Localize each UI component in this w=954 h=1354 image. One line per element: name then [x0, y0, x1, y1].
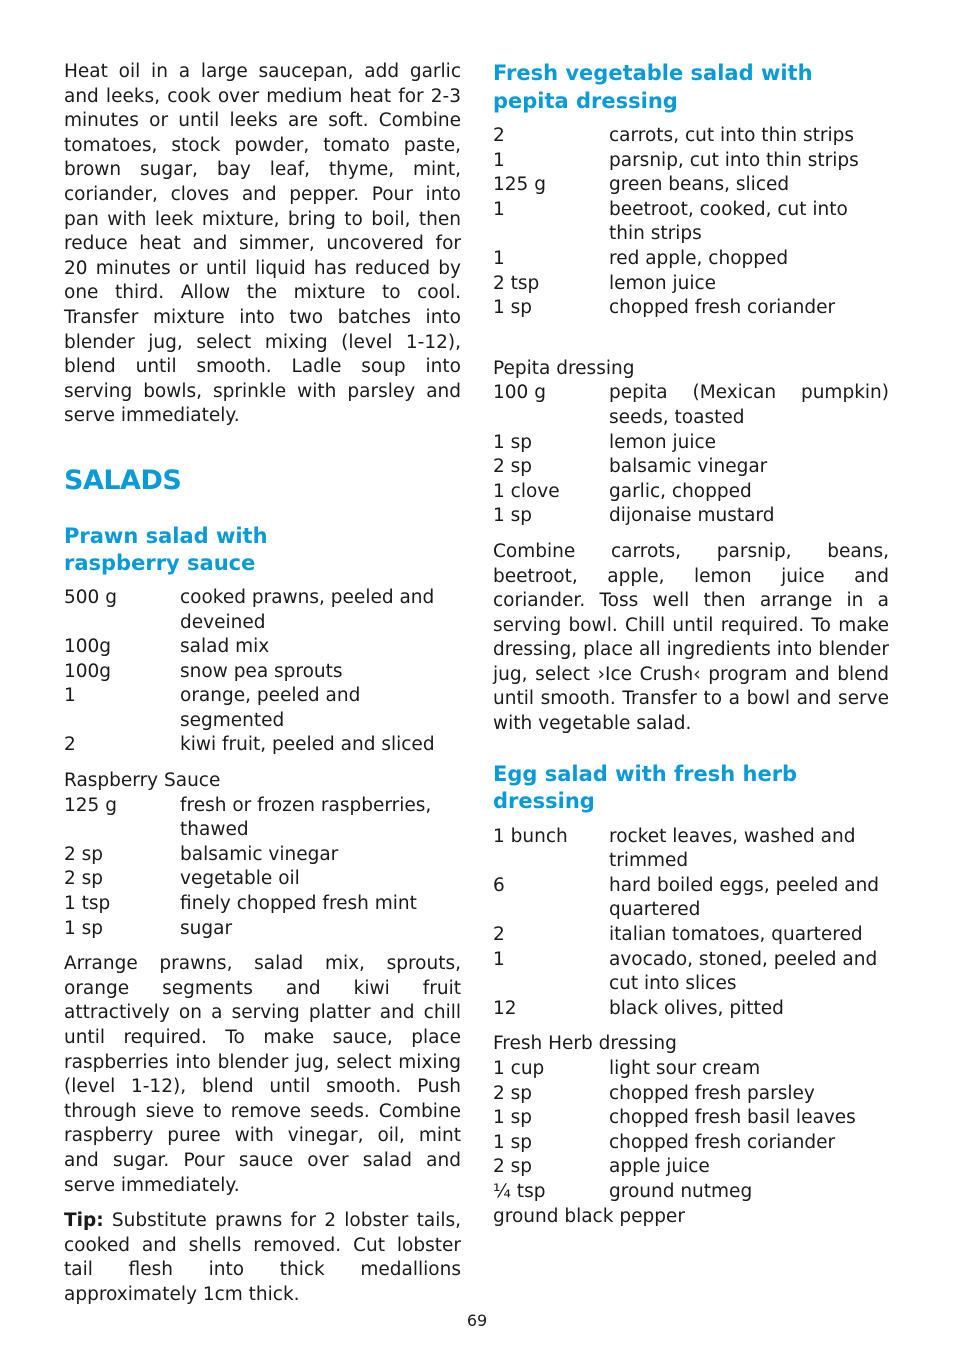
ingredient-quantity: 500 g — [64, 586, 117, 608]
ingredient-quantity: 1 — [493, 149, 505, 171]
ingredient-item: green beans, sliced — [609, 174, 790, 196]
section-title: SALADS — [64, 464, 182, 496]
ingredient-item: orange, peeled and segmented — [180, 685, 361, 731]
prawn-recipe-title — [64, 523, 461, 578]
ingredient-item: vegetable oil — [180, 868, 300, 890]
ingredient-quantity: 100g — [64, 636, 112, 658]
ingredient-quantity: 1 sp — [493, 297, 533, 319]
ingredient-item: salad mix — [180, 636, 270, 658]
tip-text: Substitute prawns for 2 lobster tails, cooked and shells removed. Cut lobster tail flesh into thick medallions approximately 1cm thick. — [64, 1210, 461, 1305]
ingredient-item: apple juice — [609, 1156, 710, 1178]
ingredient-item: carrots, cut into thin strips — [609, 125, 855, 146]
pepper-line: ground black pepper — [493, 1205, 685, 1227]
ingredient-row — [64, 917, 461, 942]
ingredient-row — [493, 1057, 889, 1082]
ingredient-row — [493, 997, 889, 1022]
ingredient-item: dijonaise mustard — [609, 505, 775, 527]
veg-recipe-title — [493, 60, 889, 115]
ingredient-row — [493, 923, 889, 948]
ingredient-quantity: 125 g — [64, 794, 117, 816]
ingredient-quantity: 1 — [493, 247, 505, 269]
ingredient-quantity: 1 clove — [493, 480, 560, 502]
ingredient-item: finely chopped fresh mint — [180, 893, 417, 915]
page-number: 69 — [466, 1311, 488, 1330]
ingredient-quantity: 100 g — [493, 382, 546, 404]
ingredient-quantity: ¼ tsp — [493, 1180, 546, 1202]
ingredient-item: chopped fresh coriander — [609, 1131, 836, 1153]
ingredient-quantity: 100g — [64, 660, 112, 682]
herb-dressing-ingredients-table — [493, 1057, 889, 1205]
ingredient-item: hard boiled eggs, peeled and quartered — [609, 874, 880, 921]
ingredient-item: red apple, chopped — [609, 247, 789, 269]
ingredient-quantity: 2 tsp — [493, 272, 540, 294]
soup-method-text: Heat oil in a large saucepan, add garlic and leeks, cook over medium heat for 2-3 minutes or until leeks are soft. Combine tomatoes, stock powder, tomato paste, brown sugar, bay leaf, thyme, mint, coriander, cloves and pepper. Pour into pan with leek mixture, bring to boil, then reduce heat and simmer, uncovered for 20 minutes or until liquid has reduced by one third. Allow the mixture to cool. Transfer mixture into two batches into blender jug, select mixing (level 1-12), blend until smooth. Ladle soup into serving bowls, sprinkle with parsley and serve immediately. — [64, 61, 461, 427]
egg-ingredients-table — [493, 825, 889, 1022]
ingredient-row — [493, 149, 889, 174]
ingredient-quantity: 2 sp — [64, 868, 104, 890]
ingredient-item: garlic, chopped — [609, 480, 752, 502]
left-column — [64, 60, 461, 1308]
ingredient-row — [64, 794, 461, 843]
ingredient-row — [493, 1082, 889, 1107]
ingredient-row — [493, 825, 889, 874]
ingredient-quantity: 1 sp — [493, 505, 533, 527]
ingredient-row — [64, 635, 461, 660]
ingredient-row — [64, 660, 461, 685]
ingredient-row — [493, 296, 889, 321]
ingredient-row — [493, 198, 889, 247]
pepita-dressing-label: Pepita dressing — [493, 357, 635, 379]
ingredient-row — [493, 1180, 889, 1205]
ingredient-quantity: 1 cup — [493, 1058, 545, 1079]
ingredient-item: chopped fresh basil leaves — [609, 1107, 856, 1129]
ingredient-item: black olives, pitted — [609, 997, 784, 1019]
prawn-title-line-1: Prawn salad with — [64, 523, 268, 548]
ingredient-quantity: 2 — [64, 734, 76, 756]
ingredient-item: parsnip, cut into thin strips — [609, 149, 859, 171]
ingredient-row — [64, 684, 461, 733]
ingredient-row — [64, 733, 461, 758]
ingredient-item: italian tomatoes, quartered — [609, 924, 863, 946]
ingredient-row — [493, 272, 889, 297]
ingredient-quantity: 2 — [493, 924, 505, 946]
ingredient-item: rocket leaves, washed and trimmed — [609, 825, 856, 872]
ingredient-row — [493, 124, 889, 149]
ingredient-row — [493, 504, 889, 529]
ingredient-item: lemon juice — [609, 272, 717, 294]
tip-label: Tip: — [64, 1210, 104, 1232]
ingredient-quantity: 1 — [493, 948, 505, 970]
ingredient-item: fresh or frozen raspberries, thawed — [180, 794, 432, 841]
right-column — [493, 60, 889, 1229]
ingredient-quantity: 2 sp — [64, 843, 104, 865]
ingredient-item: pepita (Mexican pumpkin) seeds, toasted — [609, 382, 889, 428]
ingredient-quantity: 1 tsp — [64, 893, 111, 915]
ingredient-item: avocado, stoned, peeled and cut into slices — [609, 948, 878, 995]
ingredient-quantity: 1 sp — [493, 1131, 533, 1153]
raspberry-sauce-ingredients-table — [64, 794, 461, 942]
veg-title-line-1: Fresh vegetable salad with — [493, 61, 813, 85]
ingredient-item: sugar — [180, 917, 233, 939]
ingredient-item: kiwi fruit, peeled and sliced — [180, 734, 435, 756]
ingredient-row — [64, 586, 461, 635]
ingredient-row — [493, 874, 889, 923]
tip-paragraph — [64, 1209, 461, 1307]
ingredient-item: balsamic vinegar — [180, 843, 339, 865]
ingredient-row — [493, 247, 889, 272]
ingredient-quantity: 2 sp — [493, 1082, 533, 1104]
egg-recipe-title — [493, 761, 889, 816]
ingredient-quantity: 2 sp — [493, 456, 533, 478]
raspberry-sauce-label: Raspberry Sauce — [64, 770, 221, 792]
ingredient-item: light sour cream — [609, 1058, 761, 1079]
ingredient-item: lemon juice — [609, 431, 717, 453]
ingredient-row — [493, 948, 889, 997]
prawn-method-text: Arrange prawns, salad mix, sprouts, orange segments and kiwi fruit attractively on a serving platter and chill until required. To make sauce, place raspberries into blender jug, select mixing (level 1-12), blend until smooth. Push through sieve to remove seeds. Combine raspberry puree with vinegar, oil, mint and sugar. Pour sauce over salad and serve immediately. — [64, 953, 461, 1196]
egg-title-line-1: Egg salad with fresh herb — [493, 761, 798, 786]
ingredient-quantity: 1 bunch — [493, 825, 568, 847]
ingredient-row — [493, 381, 889, 430]
ingredient-quantity: 1 — [493, 198, 505, 220]
ingredient-quantity: 2 sp — [493, 1156, 533, 1178]
ingredient-row — [493, 1155, 889, 1180]
ingredient-row — [493, 1106, 889, 1131]
pepita-dressing-ingredients-table — [493, 381, 889, 529]
ingredient-item: snow pea sprouts — [180, 660, 343, 682]
ingredient-row — [493, 480, 889, 505]
ingredient-row — [64, 867, 461, 892]
ingredient-quantity: 1 sp — [64, 917, 104, 939]
ingredient-row — [493, 431, 889, 456]
ingredient-quantity: 125 g — [493, 174, 546, 196]
ingredient-quantity: 1 sp — [493, 1107, 533, 1129]
prawn-ingredients-table — [64, 586, 461, 758]
ingredient-item: balsamic vinegar — [609, 456, 768, 478]
prawn-title-line-2: raspberry sauce — [64, 551, 256, 576]
ingredient-quantity: 6 — [493, 874, 505, 896]
ingredient-row — [493, 1131, 889, 1156]
ingredient-item: chopped fresh coriander — [609, 297, 836, 319]
ingredient-row — [493, 455, 889, 480]
veg-method-text: Combine carrots, parsnip, beans, beetroot, apple, lemon juice and coriander. Toss well then arrange in a serving bowl. Chill until required. To make dressing, place all ingredients into blender jug, select ›Ice Crush‹ program and blend until smooth. Transfer to a bowl and serve with vegetable salad. — [493, 540, 889, 735]
herb-dressing-label: Fresh Herb dressing — [493, 1033, 677, 1055]
ingredient-quantity: 1 sp — [493, 431, 533, 453]
veg-title-line-2: pepita dressing — [493, 88, 678, 113]
ingredient-quantity: 12 — [493, 997, 517, 1019]
ingredient-row — [64, 892, 461, 917]
ingredient-quantity: 2 — [493, 125, 505, 146]
ingredient-row — [493, 173, 889, 198]
ingredient-item: ground nutmeg — [609, 1180, 753, 1202]
ingredient-quantity: 1 — [64, 685, 76, 707]
ingredient-item: cooked prawns, peeled and deveined — [180, 586, 435, 633]
ingredient-item: chopped fresh parsley — [609, 1082, 815, 1104]
egg-title-line-2: dressing — [493, 789, 595, 814]
ingredient-row — [64, 843, 461, 868]
veg-ingredients-table — [493, 124, 889, 321]
ingredient-item: beetroot, cooked, cut into thin strips — [609, 198, 848, 245]
